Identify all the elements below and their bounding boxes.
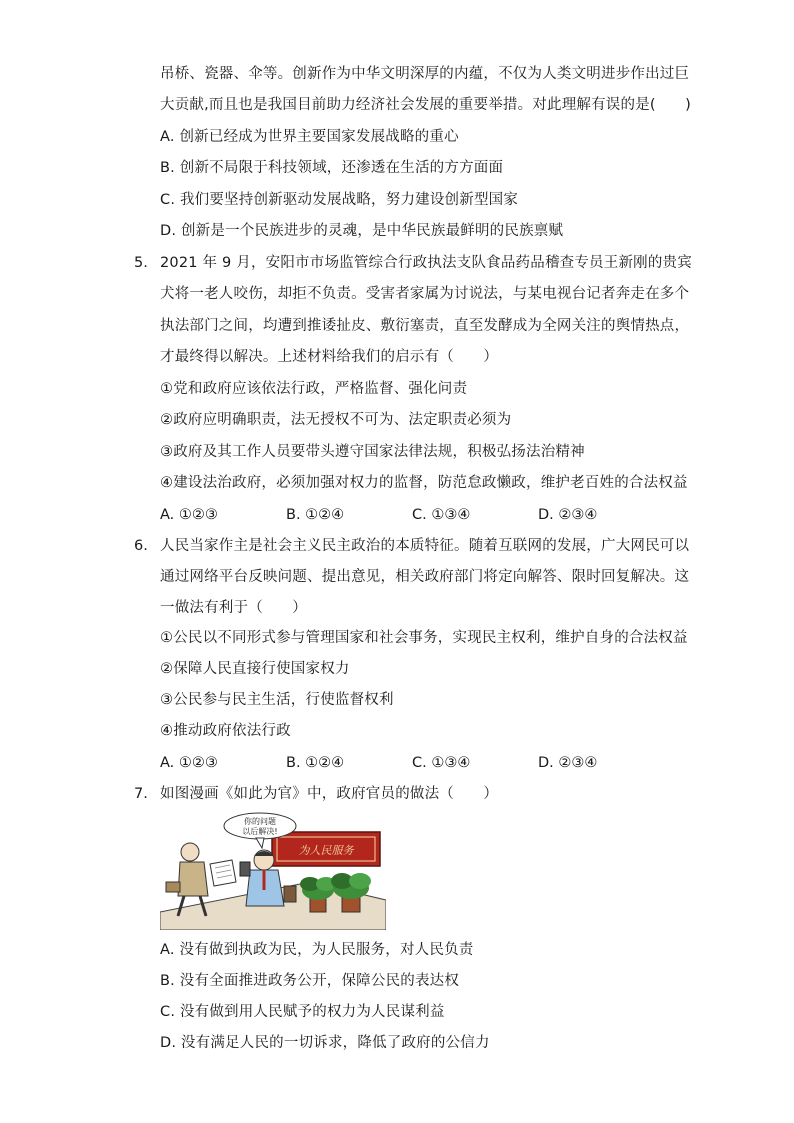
q7-option-b[interactable]: B. 没有全面推进政务公开，保障公民的表达权 [160, 973, 460, 989]
q7-option-c[interactable]: C. 没有做到用人民赋予的权力为人民谋利益 [160, 1004, 445, 1020]
q4-option-b[interactable]: B. 创新不局限于科技领域，还渗透在生活的方方面面 [160, 160, 504, 176]
q4-stem-line-2: 大贡献,而且也是我国目前助力经济社会发展的重要举措。对此理解有误的是( ) [160, 97, 692, 113]
q5-option-d[interactable]: D. ②③④ [538, 507, 598, 523]
q6-stem-line-2: 通过网络平台反映问题、提出意见，相关政府部门将定向解答、限时回复解决。这 [160, 569, 690, 585]
q6-stem-line-1: 人民当家作主是社会主义民主政治的本质特征。随着互联网的发展，广大网民可以 [160, 538, 690, 554]
cartoon-bubble-line-2: 以后解决! [242, 827, 278, 836]
q4-stem-line-1: 吊桥、瓷器、伞等。创新作为中华文明深厚的内蕴，不仅为人类文明进步作出过巨 [160, 66, 690, 82]
q5-stem-line-4: 才最终得以解决。上述材料给我们的启示有（ ） [160, 349, 499, 365]
q7-stem-line-1: 如图漫画《如此为官》中，政府官员的做法（ ） [160, 786, 499, 802]
cartoon-image [160, 812, 386, 930]
q5-stem-line-1: 2021 年 9 月，安阳市市场监管综合行政执法支队食品药品稽查专员王新刚的贵宾 [160, 255, 692, 271]
q6-statement-4: ④推动政府依法行政 [160, 723, 291, 739]
q4-option-a[interactable]: A. 创新已经成为世界主要国家发展战略的重心 [160, 129, 459, 145]
q6-statement-1: ①公民以不同形式参与管理国家和社会事务，实现民主权利，维护自身的合法权益 [160, 630, 688, 646]
q6-option-b[interactable]: B. ①②④ [286, 755, 345, 771]
q5-option-c[interactable]: C. ①③④ [412, 507, 471, 523]
q6-option-c[interactable]: C. ①③④ [412, 755, 471, 771]
q5-option-b[interactable]: B. ①②④ [286, 507, 345, 523]
cartoon-bubble-line-1: 你的问题 [244, 817, 276, 826]
q6-statement-2: ②保障人民直接行使国家权力 [160, 661, 350, 677]
q5-stem-line-3: 执法部门之间，均遭到推诿扯皮、敷衍塞责，直至发酵成为全网关注的舆情热点， [160, 318, 690, 334]
q5-statement-1: ①党和政府应该依法行政，严格监督、强化问责 [160, 381, 468, 397]
q7-number: 7. [134, 786, 148, 802]
q7-option-d[interactable]: D. 没有满足人民的一切诉求，降低了政府的公信力 [160, 1035, 490, 1051]
q6-statement-3: ③公民参与民主生活，行使监督权利 [160, 692, 394, 708]
q6-stem-line-3: 一做法有利于（ ） [160, 600, 307, 616]
q4-option-c[interactable]: C. 我们要坚持创新驱动发展战略，努力建设创新型国家 [160, 192, 519, 208]
q5-stem-line-2: 犬将一老人咬伤，却拒不负责。受害者家属为讨说法，与某电视台记者奔走在多个 [160, 286, 690, 302]
q5-option-a[interactable]: A. ①②③ [160, 507, 218, 523]
q5-statement-4: ④建设法治政府，必须加强对权力的监督，防范怠政懒政，维护老百姓的合法权益 [160, 475, 688, 491]
q6-option-d[interactable]: D. ②③④ [538, 755, 598, 771]
q6-number: 6. [134, 538, 148, 554]
q5-number: 5. [134, 255, 148, 271]
q7-option-a[interactable]: A. 没有做到执政为民，为人民服务，对人民负责 [160, 942, 474, 958]
q4-option-d[interactable]: D. 创新是一个民族进步的灵魂，是中华民族最鲜明的民族禀赋 [160, 223, 564, 239]
q5-statement-3: ③政府及其工作人员要带头遵守国家法律法规，积极弘扬法治精神 [160, 444, 585, 460]
cartoon-plaque-text: 为人民服务 [298, 844, 354, 857]
q6-option-a[interactable]: A. ①②③ [160, 755, 218, 771]
q5-statement-2: ②政府应明确职责，法无授权不可为、法定职责必须为 [160, 412, 512, 428]
